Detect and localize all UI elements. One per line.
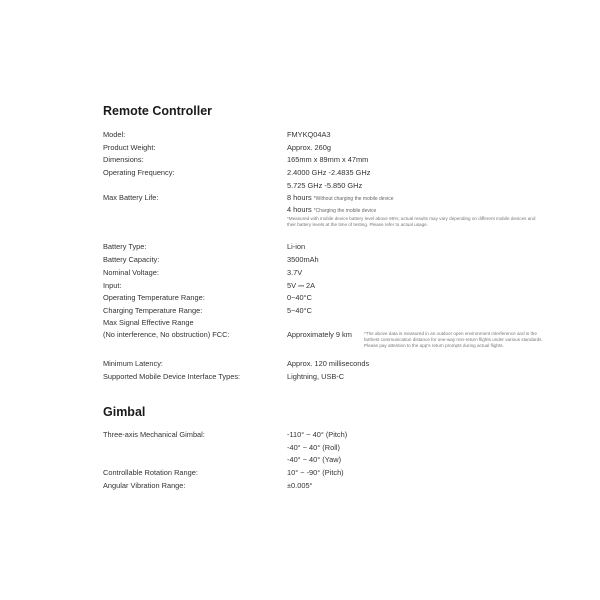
spec-label: Operating Frequency: [103, 168, 175, 177]
spec-label: Dimensions: [103, 155, 144, 164]
spec-value: Approx. 120 milliseconds [287, 359, 370, 368]
spec-value: 4 hours *Charging the mobile device [287, 205, 377, 214]
spec-value: Lightning, USB-C [287, 372, 345, 381]
range-footnote: *The above data is measured in an outdoor open environment interference and is the farthest communication distance for one-way non-return flights under various standards. Please pay attention to the app's return prompts during actual flights. [364, 331, 543, 349]
spec-value: Li-ion [287, 242, 306, 251]
spec-label: (No interference, No obstruction) FCC: [103, 330, 230, 339]
spec-value: 165mm x 89mm x 47mm [287, 155, 369, 164]
spec-value-note: *Without charging the mobile device [313, 196, 394, 202]
spec-label: Operating Temperature Range: [103, 293, 205, 302]
spec-label: Angular Vibration Range: [103, 481, 186, 490]
spec-value: 3.7V [287, 268, 303, 277]
battery-footnote: *Measured with mobile device battery level above 95%; actual results may vary depending on different mobile devices and their battery levels at the time of testing. Please refer to actual usage. [287, 216, 536, 228]
spec-value: 2.4000 GHz -2.4835 GHz [287, 168, 371, 177]
spec-value: -110° ~ 40° (Pitch) [287, 430, 348, 439]
spec-value: 5~40°C [287, 306, 312, 315]
spec-value: ±0.005° [287, 481, 313, 490]
spec-label: Nominal Voltage: [103, 268, 159, 277]
spec-label: Supported Mobile Device Interface Types: [103, 372, 241, 381]
spec-label: Max Signal Effective Range [103, 318, 194, 327]
spec-label: Battery Capacity: [103, 255, 160, 264]
spec-label: Model: [103, 130, 126, 139]
spec-value: 5.725 GHz -5.850 GHz [287, 181, 363, 190]
section-title-remote-controller: Remote Controller [103, 104, 213, 118]
spec-label: Max Battery Life: [103, 193, 159, 202]
spec-value: 10° ~ -90° (Pitch) [287, 468, 344, 477]
spec-label: Charging Temperature Range: [103, 306, 203, 315]
spec-value: 5V ⎓ 2A [287, 281, 316, 290]
spec-value: 3500mAh [287, 255, 319, 264]
spec-value: -40° ~ 40° (Roll) [287, 443, 340, 452]
spec-value-note: *Charging the mobile device [313, 208, 377, 214]
spec-value: Approximately 9 km [287, 330, 352, 339]
spec-label: Product Weight: [103, 143, 156, 152]
spec-label: Input: [103, 281, 122, 290]
spec-label: Minimum Latency: [103, 359, 163, 368]
spec-value: Approx. 260g [287, 143, 331, 152]
spec-value: FMYKQ04A3 [287, 130, 331, 139]
spec-value: 8 hours *Without charging the mobile device [287, 193, 394, 202]
spec-label: Controllable Rotation Range: [103, 468, 198, 477]
spec-value: -40° ~ 40° (Yaw) [287, 455, 342, 464]
spec-value: 0~40°C [287, 293, 312, 302]
section-title-gimbal: Gimbal [103, 405, 146, 419]
spec-label: Battery Type: [103, 242, 147, 251]
spec-label: Three-axis Mechanical Gimbal: [103, 430, 205, 439]
